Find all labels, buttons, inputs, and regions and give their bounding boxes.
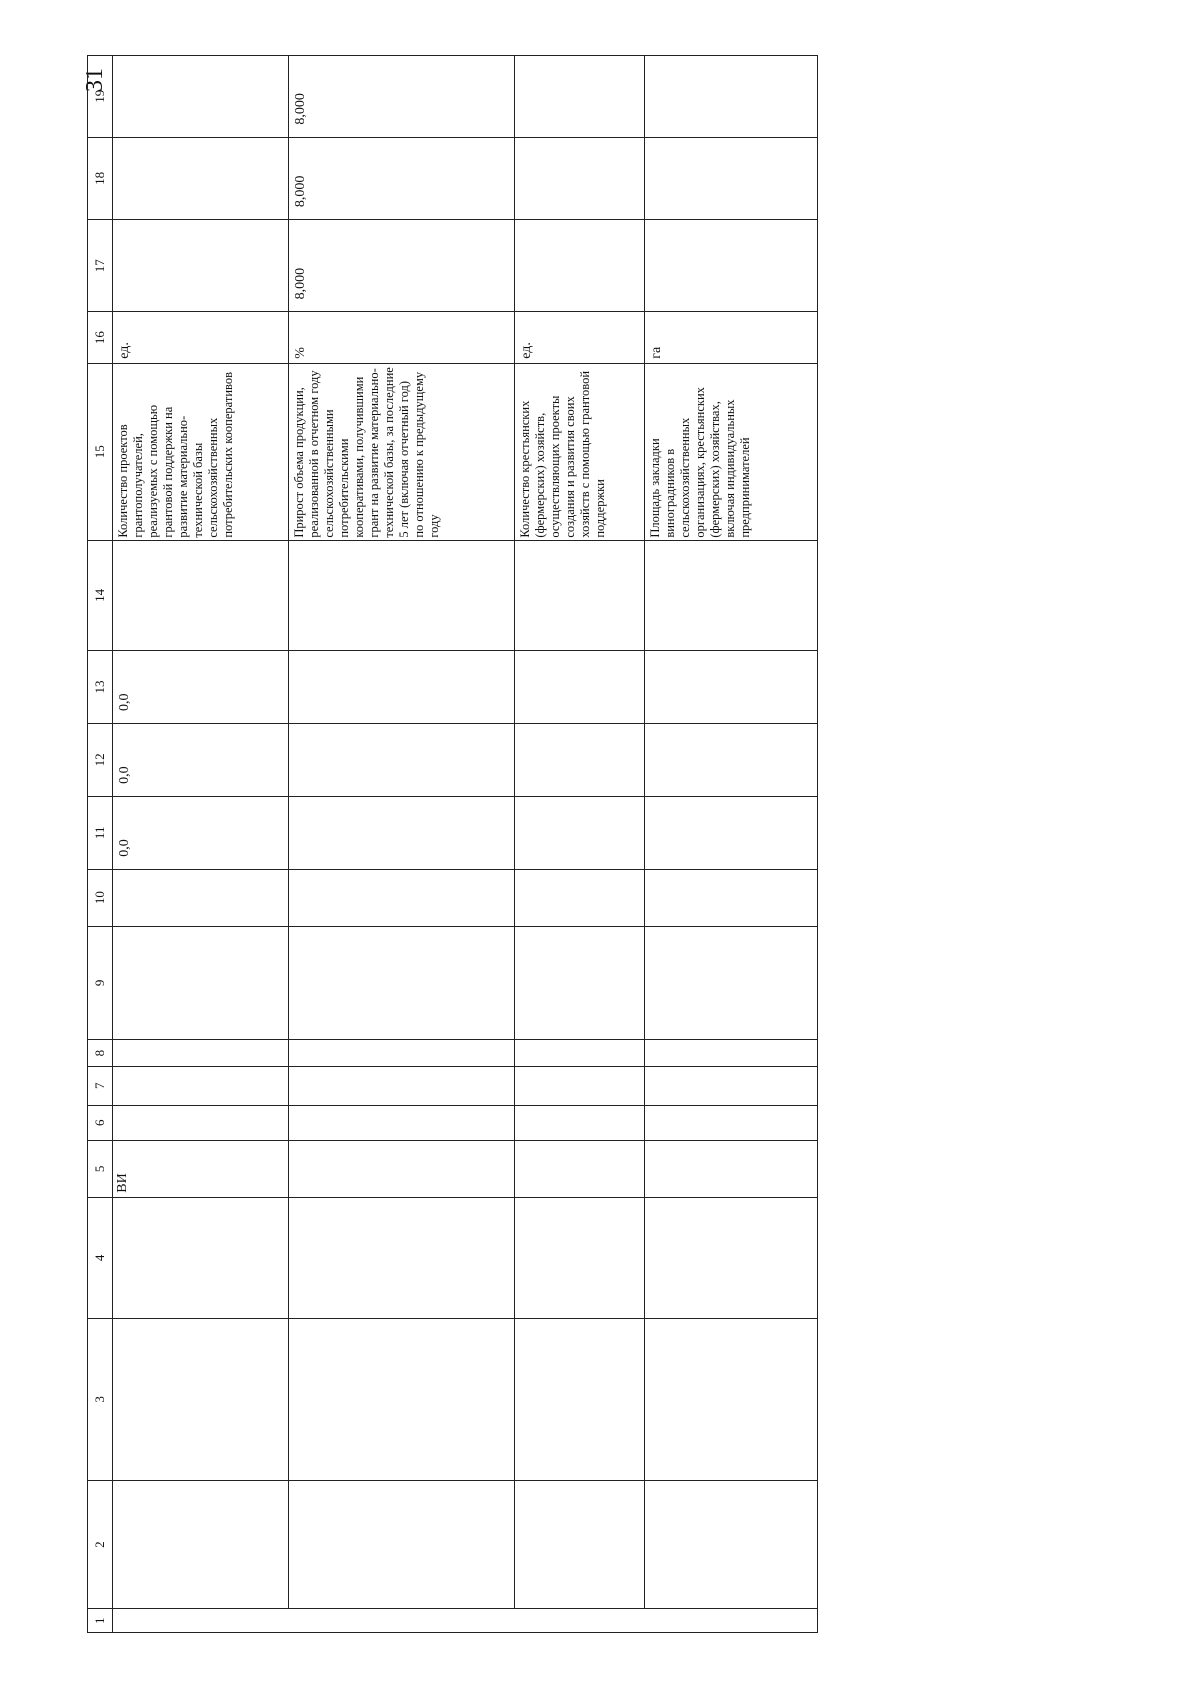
indicator-name: Количество крестьянских (фермерских) хозяйств, осуществляющих проекты создания и развития своих хозяйств с помощью грантовой поддержки — [515, 363, 645, 540]
cell-col3 — [289, 1318, 515, 1480]
header-col-1: 1 — [88, 1609, 113, 1633]
cell-col11 — [515, 796, 645, 869]
cell-col6 — [515, 1105, 645, 1140]
cell-col13 — [289, 651, 515, 724]
cell-col4 — [645, 1197, 818, 1318]
cell-col17: 8,000 — [289, 220, 515, 312]
header-col-12: 12 — [88, 723, 113, 796]
unit-cell: ед. — [515, 312, 645, 363]
table-row — [515, 56, 645, 1633]
table-row — [289, 56, 515, 1633]
cell-col3 — [645, 1318, 818, 1480]
cell-col9 — [645, 926, 818, 1040]
header-col-5: 5 — [88, 1140, 113, 1197]
header-col-13: 13 — [88, 651, 113, 724]
cell-col3 — [113, 1318, 289, 1480]
cell-col12: 0,0 — [113, 723, 289, 796]
header-col-19: 19 — [88, 56, 113, 138]
header-col-9: 9 — [88, 926, 113, 1040]
indicator-name: Площадь закладки виноградников в сельскохозяйственных организациях, крестьянских (фермерских) хозяйствах, включая индивидуальных предпринимателей — [645, 363, 818, 540]
cell-col7 — [515, 1066, 645, 1105]
indicator-name: Прирост объема продукции, реализованной в отчетном году сельскохозяйственными потребительскими кооперативами, получившими грант на развитие материально-технической базы, за последние 5 лет (включая отчетный год) по отношению к предыдущему году — [289, 363, 515, 540]
table-row — [113, 56, 289, 1633]
cell-col2 — [645, 1480, 818, 1609]
header-col-16: 16 — [88, 312, 113, 363]
header-col-3: 3 — [88, 1318, 113, 1480]
cell-col8 — [645, 1040, 818, 1067]
cell-col17 — [515, 220, 645, 312]
indicator-name: Количество проектов грантополучателей, реализуемых с помощью грантовой поддержки на развитие материально-технической базы сельскохозяйственных потребительских кооперативов — [113, 363, 289, 540]
header-col-4: 4 — [88, 1197, 113, 1318]
cell-col19 — [113, 56, 289, 138]
cell-col14 — [645, 540, 818, 650]
cell-col8 — [515, 1040, 645, 1067]
cell-col9 — [113, 926, 289, 1040]
unit-cell: га — [645, 312, 818, 363]
cell-col5 — [515, 1140, 645, 1197]
cell-col17 — [113, 220, 289, 312]
page-number: 31 — [82, 68, 108, 92]
cell-col19 — [645, 56, 818, 138]
cell-col4 — [515, 1197, 645, 1318]
cell-col6 — [289, 1105, 515, 1140]
table-row — [645, 56, 818, 1633]
cell-col18 — [645, 137, 818, 220]
cell-col8 — [113, 1040, 289, 1067]
header-col-15: 15 — [88, 363, 113, 540]
document-table-rotated — [87, 55, 816, 1633]
cell-col18 — [113, 137, 289, 220]
cell-col7 — [113, 1066, 289, 1105]
cell-col9 — [289, 926, 515, 1040]
unit-cell: % — [289, 312, 515, 363]
cell-col5 — [645, 1140, 818, 1197]
unit-cell: ед. — [113, 312, 289, 363]
cell-col19 — [515, 56, 645, 138]
cell-col13: 0,0 — [113, 651, 289, 724]
cell-col18: 8,000 — [289, 137, 515, 220]
header-col-11: 11 — [88, 796, 113, 869]
cell-col10 — [113, 869, 289, 926]
cell-col10 — [645, 869, 818, 926]
cell-col18 — [515, 137, 645, 220]
cell-col4 — [289, 1197, 515, 1318]
indicators-table — [87, 55, 818, 1633]
cell-col3 — [515, 1318, 645, 1480]
header-col-18: 18 — [88, 137, 113, 220]
cell-col12 — [515, 723, 645, 796]
cell-col2 — [289, 1480, 515, 1609]
cell-col7 — [289, 1066, 515, 1105]
header-col-8: 8 — [88, 1040, 113, 1067]
cell-col12 — [289, 723, 515, 796]
header-col-17: 17 — [88, 220, 113, 312]
cell-col11 — [645, 796, 818, 869]
cell-col11 — [289, 796, 515, 869]
cell-col4 — [113, 1197, 289, 1318]
header-number-row — [88, 56, 113, 1633]
cell-col12 — [645, 723, 818, 796]
cell-col9 — [515, 926, 645, 1040]
cell-col8 — [289, 1040, 515, 1067]
cell-col5 — [289, 1140, 515, 1197]
cell-col13 — [515, 651, 645, 724]
header-col-6: 6 — [88, 1105, 113, 1140]
cell-col2 — [113, 1480, 289, 1609]
cell-col14 — [289, 540, 515, 650]
cell-col1 — [113, 1609, 818, 1633]
cell-col17 — [645, 220, 818, 312]
cell-col5: ВИ — [113, 1140, 289, 1197]
cell-col6 — [113, 1105, 289, 1140]
header-col-2: 2 — [88, 1480, 113, 1609]
cell-col13 — [645, 651, 818, 724]
cell-col2 — [515, 1480, 645, 1609]
header-col-7: 7 — [88, 1066, 113, 1105]
header-col-14: 14 — [88, 540, 113, 650]
cell-col7 — [645, 1066, 818, 1105]
cell-col19: 8,000 — [289, 56, 515, 138]
header-col-10: 10 — [88, 869, 113, 926]
cell-col6 — [645, 1105, 818, 1140]
cell-col14 — [113, 540, 289, 650]
cell-col11: 0,0 — [113, 796, 289, 869]
cell-col14 — [515, 540, 645, 650]
cell-col10 — [515, 869, 645, 926]
cell-col10 — [289, 869, 515, 926]
